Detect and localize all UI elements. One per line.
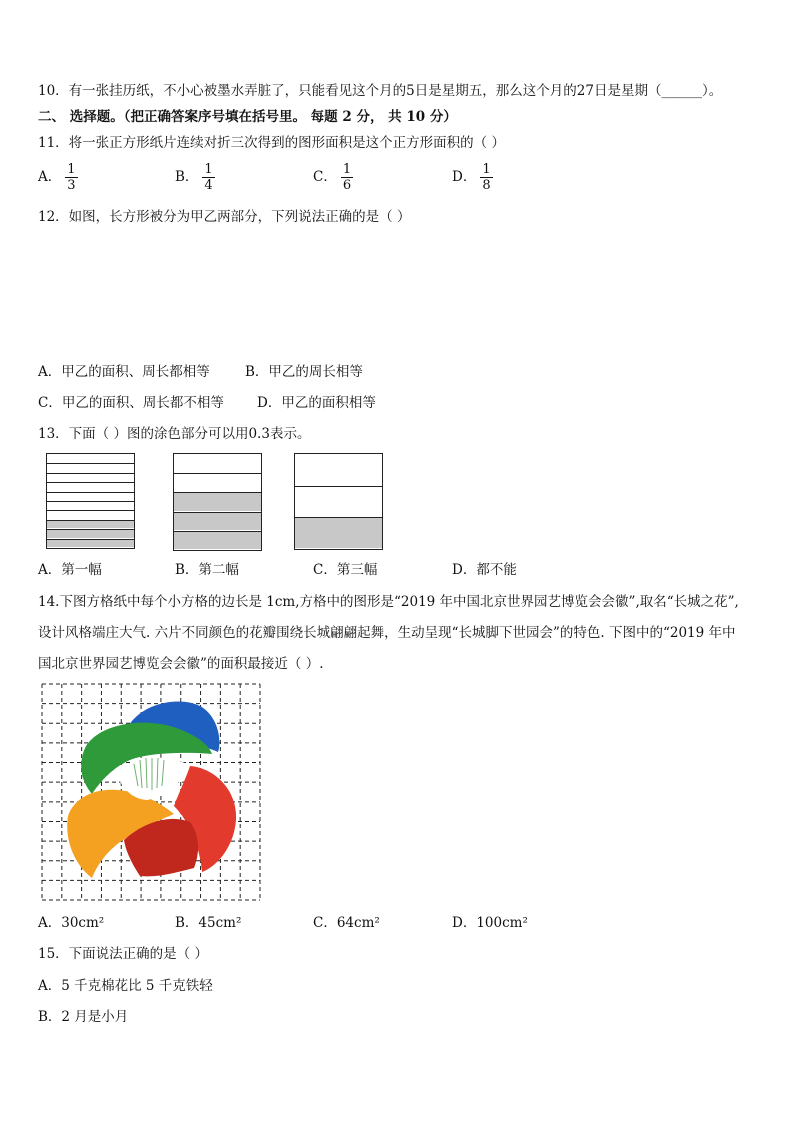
divider-line xyxy=(47,473,134,474)
divider-line xyxy=(47,510,134,511)
q11-option-b[interactable] xyxy=(175,162,215,193)
q12-option-b[interactable]: B．甲乙的周长相等 xyxy=(245,364,363,380)
divider-line xyxy=(47,520,134,521)
numerator: 1 xyxy=(342,162,352,177)
question-14-line-3: 国北京世界园艺博览会会徽”的面积最接近（ ）. xyxy=(38,656,324,672)
divider-line xyxy=(47,492,134,493)
question-12: 12．如图，长方形被分为甲乙两部分，下列说法正确的是（ ） xyxy=(38,209,411,225)
q13-option-c[interactable]: C．第三幅 xyxy=(313,562,378,578)
fraction xyxy=(341,162,353,193)
expo-logo xyxy=(67,701,236,878)
expo-logo-figure xyxy=(40,682,262,902)
divider-line xyxy=(174,492,261,493)
divider-line xyxy=(295,486,382,487)
divider-line xyxy=(47,482,134,483)
divider-line xyxy=(47,539,134,540)
shaded-part xyxy=(47,521,134,528)
fraction xyxy=(480,162,492,193)
divider-line xyxy=(295,517,382,518)
fraction xyxy=(202,162,214,193)
figure-first xyxy=(46,453,135,549)
question-15: 15．下面说法正确的是（ ） xyxy=(38,946,208,962)
divider-line xyxy=(47,501,134,502)
q14-option-b[interactable]: B．45cm² xyxy=(175,915,242,931)
denominator: 8 xyxy=(482,178,491,193)
shaded-part xyxy=(47,530,134,537)
q12-option-d[interactable]: D．甲乙的面积相等 xyxy=(257,395,376,411)
shaded-part xyxy=(174,513,261,530)
option-label: A． xyxy=(38,169,62,185)
shaded-part xyxy=(47,540,134,547)
q14-option-c[interactable]: C．64cm² xyxy=(313,915,380,931)
shaded-part xyxy=(295,518,382,548)
q14-option-a[interactable]: A．30cm² xyxy=(38,915,105,931)
q15-option-b[interactable]: B．2 月是小月 xyxy=(38,1009,129,1025)
divider-line xyxy=(174,512,261,513)
denominator: 6 xyxy=(342,178,352,193)
q12-option-a[interactable]: A．甲乙的面积、周长都相等 xyxy=(38,364,210,380)
numerator: 1 xyxy=(204,162,213,177)
section-title: 二、 选择题。（把正确答案序号填在括号里。 每题 2 分， 共 10 分） xyxy=(38,109,457,125)
q13-option-b[interactable]: B．第二幅 xyxy=(175,562,239,578)
numerator: 1 xyxy=(67,162,76,177)
question-11: 11．将一张正方形纸片连续对折三次得到的图形面积是这个正方形面积的（ ） xyxy=(38,135,505,151)
fraction xyxy=(65,162,77,193)
q11-option-c[interactable] xyxy=(313,162,353,193)
figure-third xyxy=(294,453,383,550)
question-13: 13．下面（ ）图的涂色部分可以用0.3表示。 xyxy=(38,426,311,442)
shaded-part xyxy=(174,532,261,549)
denominator: 4 xyxy=(204,178,213,193)
q13-option-d[interactable]: D．都不能 xyxy=(452,562,517,578)
figure-second xyxy=(173,453,262,551)
option-label: C． xyxy=(313,169,337,185)
q14-option-d[interactable]: D．100cm² xyxy=(452,915,528,931)
option-label: B． xyxy=(175,169,199,185)
denominator: 3 xyxy=(67,178,76,193)
divider-line xyxy=(174,531,261,532)
q13-option-a[interactable]: A．第一幅 xyxy=(38,562,102,578)
q12-option-c[interactable]: C．甲乙的面积、周长都不相等 xyxy=(38,395,224,411)
option-label: D． xyxy=(452,169,477,185)
divider-line xyxy=(174,473,261,474)
numerator: 1 xyxy=(482,162,491,177)
q11-option-d[interactable] xyxy=(452,162,493,193)
shaded-part xyxy=(174,493,261,510)
divider-line xyxy=(47,529,134,530)
question-14-line-1: 14.下图方格纸中每个小方格的边长是 1cm,方格中的图形是“2019 年中国北京世界园艺博览会会徽”,取名“长城之花”, xyxy=(38,594,739,610)
q15-option-a[interactable]: A．5 千克棉花比 5 千克铁轻 xyxy=(38,978,213,994)
q11-option-a[interactable] xyxy=(38,162,78,193)
question-14-line-2: 设计风格端庄大气. 六片不同颜色的花瓣围绕长城翩翩起舞，生动呈现“长城脚下世园会”的特色. 下图中的“2019 年中 xyxy=(38,625,736,641)
divider-line xyxy=(47,463,134,464)
question-10: 10．有一张挂历纸，不小心被墨水弄脏了，只能看见这个月的5日是星期五，那么这个月的27日是星期（______）。 xyxy=(38,83,723,99)
